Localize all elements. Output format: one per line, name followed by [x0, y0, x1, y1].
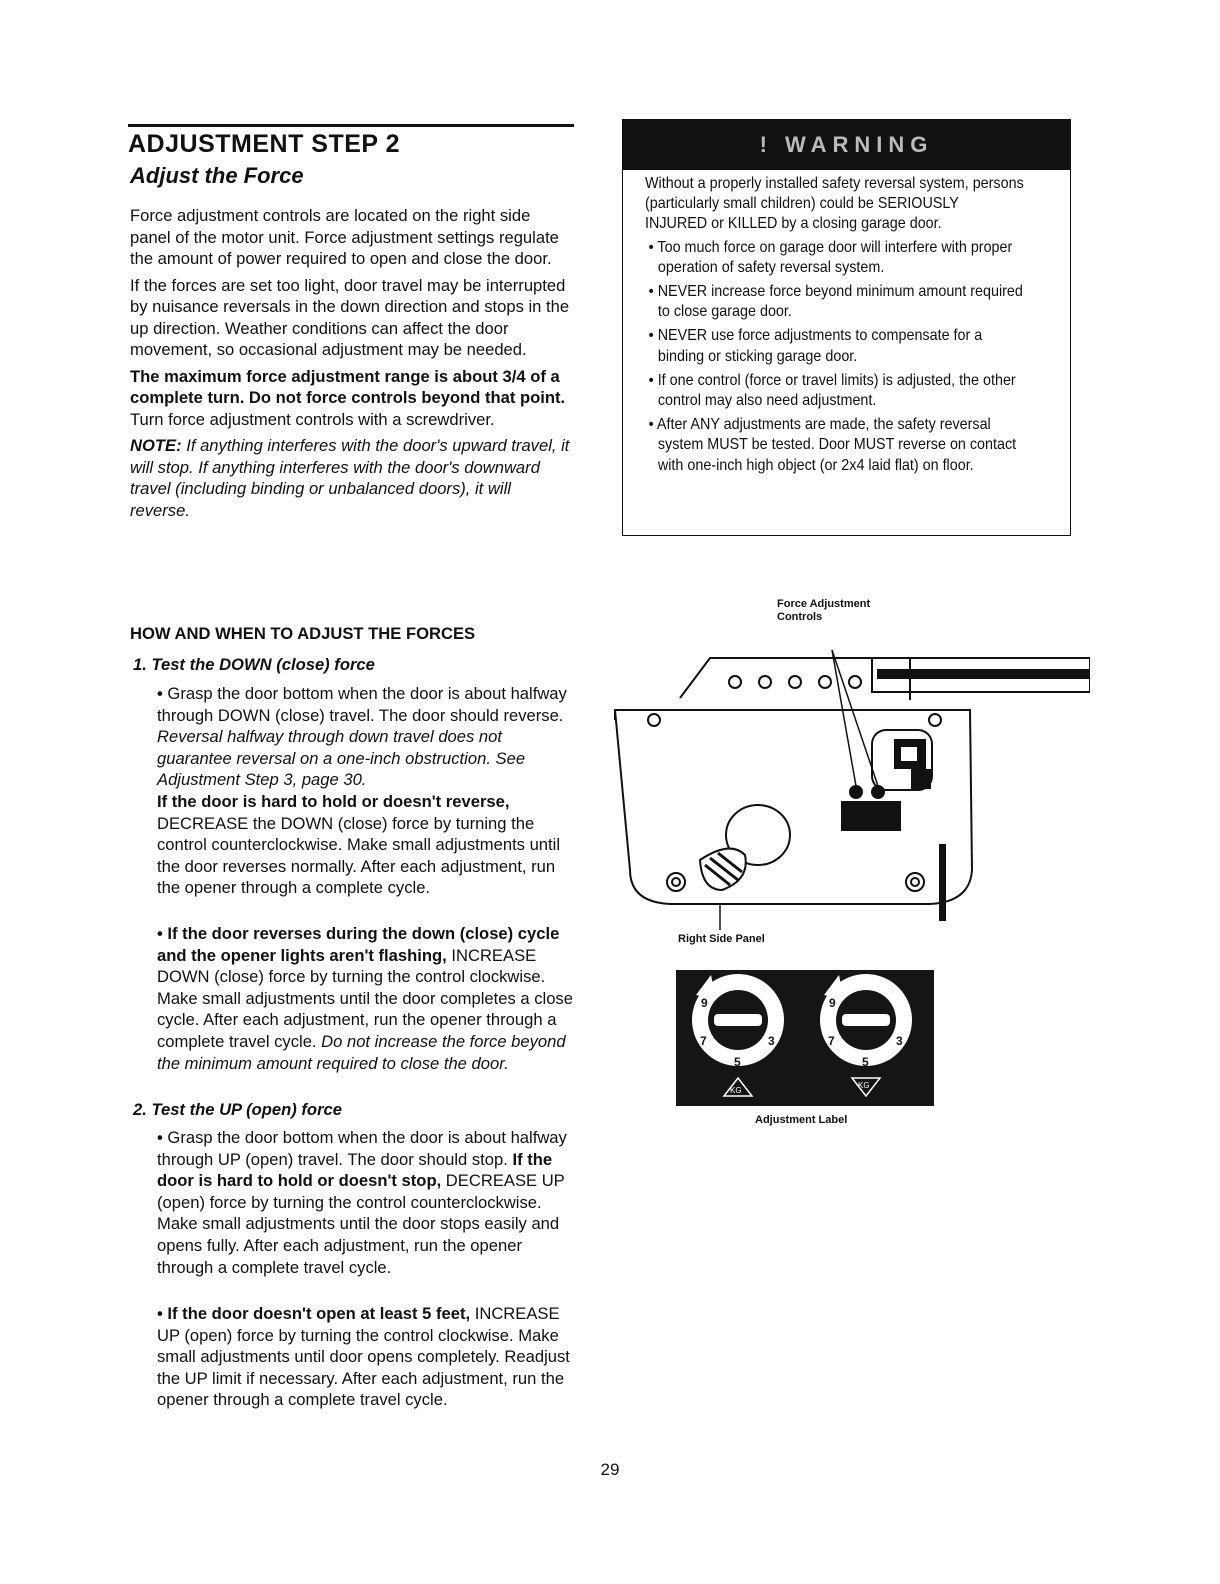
title-rule	[128, 124, 574, 127]
warning-item: • Too much force on garage door will interfere with proper operation of safety reversal system.	[648, 238, 1013, 276]
dial-number: 7	[700, 1034, 707, 1048]
dial-number: 7	[828, 1034, 835, 1048]
step-subtitle: Adjust the Force	[130, 163, 304, 188]
howwhen-heading: HOW AND WHEN TO ADJUST THE FORCES	[130, 624, 476, 643]
bullet-up-2: • If the door doesn't open at least 5 feet, INCREASE UP (open) force by turning the control clockwise. Make small adjustments until door opens completely. Readjust the UP limit if necessary. After each adjustment, run the opener through a complete travel cycle.	[157, 1304, 570, 1410]
bullet-down-1: • Grasp the door bottom when the door is about halfway through DOWN (close) travel. The door should reverse. Reversal halfway through down travel does not guarantee reversal on a one-inch obstruction. See Adjustment Step 3, page 30. If the door is hard to hold or doesn't reverse, DECREASE the DOWN (close) force by turning the control counterclockwise. Make small adjustments until the door reverses normally. After each adjustment, run the opener through a complete cycle.	[157, 684, 567, 898]
warning-header: ! WARNING	[623, 120, 1070, 170]
dial-number: 5	[734, 1055, 741, 1069]
intro-paragraph-3: The maximum force adjustment range is about 3/4 of a complete turn. Do not force controls beyond that point. Turn force adjustment controls with a screwdriver.	[130, 366, 566, 429]
dial-number: 5	[862, 1055, 869, 1069]
adjustment-label-illustration	[676, 970, 934, 1106]
dial-number: 3	[896, 1034, 903, 1048]
dial-number: 9	[701, 996, 708, 1010]
svg-text:KG: KG	[730, 1086, 742, 1095]
warning-item: • NEVER use force adjustments to compensate for a binding or sticking garage door.	[648, 327, 983, 365]
bullet-down-2: • If the door reverses during the down (close) cycle and the opener lights aren't flashing, INCREASE DOWN (close) force by turning the control clockwise. Make small adjustments until the door completes a close cycle. After each adjustment, run the opener through a complete travel cycle. Do not increase the force beyond the minimum amount required to close the door.	[157, 924, 573, 1073]
intro-paragraph-1: Force adjustment controls are located on the right side panel of the motor unit. Force adjustment settings regulate the amount of power required to open and close the door.	[130, 206, 559, 268]
motor-unit-illustration	[610, 640, 1090, 935]
warning-item: • NEVER increase force beyond minimum amount required to close garage door.	[648, 283, 1023, 321]
warning-box	[622, 119, 1071, 536]
note-label: NOTE:	[130, 436, 182, 455]
warning-intro: Without a properly installed safety reversal system, persons (particularly small children) could be SERIOUSLY INJURED or KILLED by a closing garage door.	[645, 175, 1024, 233]
adjustment-label-caption: Adjustment Label	[755, 1114, 848, 1126]
warning-item: • If one control (force or travel limits) is adjusted, the other control may also need adjustment.	[648, 371, 1016, 410]
test-down-heading: 1. Test the DOWN (close) force	[133, 655, 375, 674]
force-adjustment-controls-label: Force Adjustment Controls	[777, 598, 871, 623]
warning-item: • After ANY adjustments are made, the safety reversal system MUST be tested. Door MUST reverse on contact with one-inch high object (or 2x4 laid flat) on floor.	[648, 416, 1017, 474]
note-paragraph: NOTE: If anything interferes with the door's upward travel, it will stop. If anything interferes with the door's downward travel (including binding or unbalanced doors), it will reverse.	[130, 436, 570, 520]
max-force-warning: The maximum force adjustment range is about 3/4 of a complete turn. Do not force controls beyond that point.	[130, 366, 566, 407]
svg-text:KG: KG	[858, 1081, 870, 1090]
bullet-up-1: • Grasp the door bottom when the door is about halfway through UP (open) travel. The door should stop. If the door is hard to hold or doesn't stop, DECREASE UP (open) force by turning the control counterclockwise. Make small adjustments until the door stops easily and opens fully. After each adjustment, run the opener through a complete travel cycle.	[157, 1128, 567, 1277]
intro-paragraph-2: If the forces are set too light, door travel may be interrupted by nuisance reversals in the down direction and stops in the up direction. Weather conditions can affect the door movement, so occasional adjustment may be needed.	[130, 275, 570, 359]
right-side-panel-label: Right Side Panel	[678, 933, 765, 945]
warning-body	[645, 174, 1024, 480]
dial-number: 3	[768, 1034, 775, 1048]
test-up-heading: 2. Test the UP (open) force	[133, 1100, 342, 1119]
step-title: ADJUSTMENT STEP 2	[128, 130, 400, 158]
page-number: 29	[600, 1460, 620, 1479]
intro-section	[130, 205, 575, 526]
dial-number: 9	[829, 996, 836, 1010]
